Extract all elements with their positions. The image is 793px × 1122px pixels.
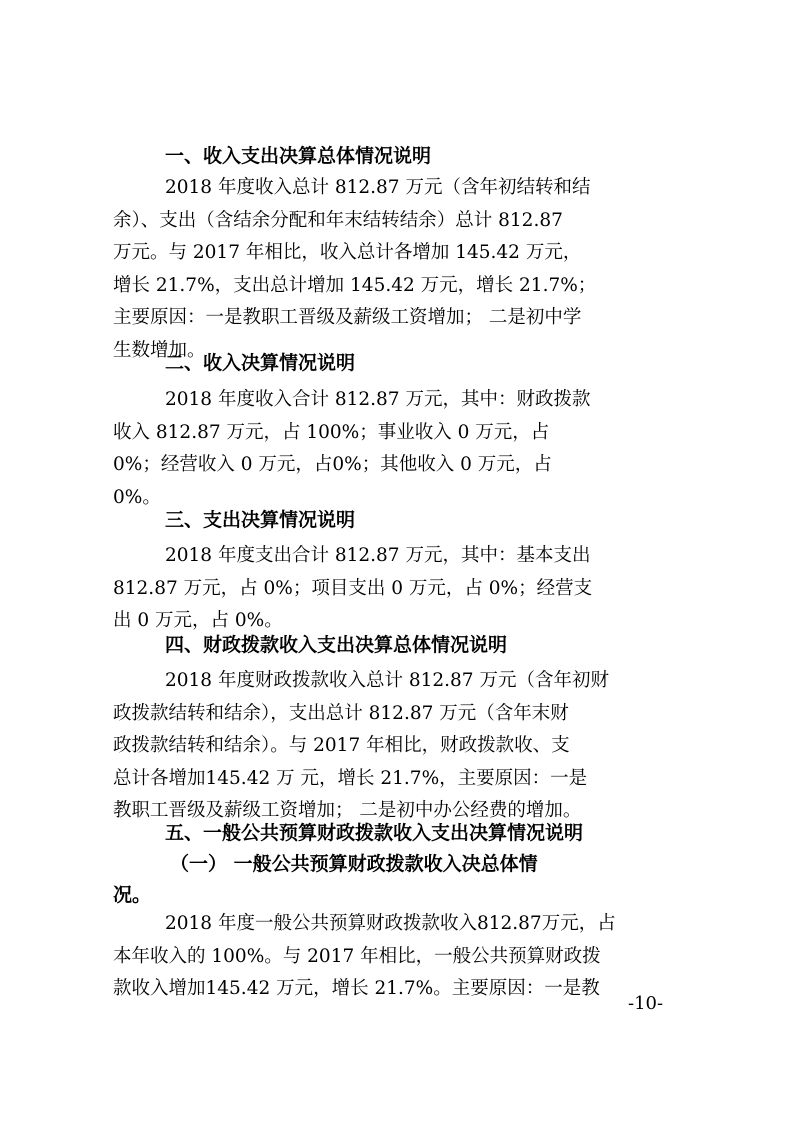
final-paragraph bbox=[113, 908, 693, 1006]
paragraph-line: 2018 年度收入总计 812.87 万元（含年初结转和结 bbox=[165, 177, 591, 198]
paragraph-line: 增长 21.7%，支出总计增加 145.42 万元，增长 21.7%； bbox=[113, 274, 597, 296]
paragraph-line: 0%。 bbox=[113, 486, 161, 508]
section-paragraph-3 bbox=[113, 540, 693, 638]
section-heading-2: 二、收入决算情况说明 bbox=[165, 352, 356, 374]
paragraph-line: 款收入增加145.42 万元，增长 21.7%。主要原因：一是教 bbox=[113, 978, 600, 999]
section-heading-3: 三、支出决算情况说明 bbox=[165, 509, 356, 531]
section-paragraph-1 bbox=[113, 172, 693, 367]
page-number: -10- bbox=[628, 993, 664, 1014]
paragraph-line: 政拨款结转和结余），支出总计 812.87 万元（含年末财 bbox=[113, 702, 569, 724]
paragraph-line: 出 0 万元，占 0%。 bbox=[113, 610, 283, 631]
paragraph-line: 政拨款结转和结余）。与 2017 年相比，财政拨款收、支 bbox=[113, 735, 570, 756]
paragraph-line: 余）、支出（含结余分配和年末结转结余）总计 812.87 bbox=[113, 209, 563, 231]
paragraph-line: 0%；经营收入 0 万元，占0%；其他收入 0 万元，占 bbox=[113, 454, 552, 475]
section-paragraph-2 bbox=[113, 384, 693, 514]
sub-heading-line-1: （一） 一般公共预算财政拨款收入决总体情 bbox=[170, 853, 538, 875]
section-paragraph-4 bbox=[113, 665, 693, 828]
paragraph-line: 2018 年度收入合计 812.87 万元，其中：财政拨款 bbox=[165, 389, 591, 410]
paragraph-line: 2018 年度财政拨款收入总计 812.87 万元（含年初财 bbox=[165, 670, 609, 691]
paragraph-line: 本年收入的 100%。与 2017 年相比，一般公共预算财政拨 bbox=[113, 945, 601, 967]
paragraph-line: 收入 812.87 万元，占 100%；事业收入 0 万元，占 bbox=[113, 421, 550, 443]
paragraph-line: 812.87 万元，占 0%；项目支出 0 万元，占 0%；经营支 bbox=[113, 577, 593, 599]
paragraph-line: 生数增加。 bbox=[113, 339, 206, 361]
paragraph-line: 2018 年度支出合计 812.87 万元，其中：基本支出 bbox=[165, 545, 591, 566]
section-heading-5: 五、一般公共预算财政拨款收入支出决算情况说明 bbox=[165, 822, 584, 844]
section-heading-4: 四、财政拨款收入支出决算总体情况说明 bbox=[165, 634, 508, 656]
section-heading-1: 一、收入支出决算总体情况说明 bbox=[165, 145, 432, 167]
paragraph-line: 2018 年度一般公共预算财政拨款收入812.87万元，占 bbox=[165, 913, 616, 934]
paragraph-line: 总计各增加145.42 万 元，增长 21.7%，主要原因：一是 bbox=[113, 767, 588, 789]
paragraph-line: 教职工晋级及薪级工资增加； 二是初中办公经费的增加。 bbox=[113, 800, 582, 821]
sub-heading-line-2: 况。 bbox=[113, 884, 152, 906]
paragraph-line: 主要原因：一是教职工晋级及薪级工资增加； 二是初中学 bbox=[113, 307, 582, 328]
paragraph-line: 万元。与 2017 年相比，收入总计各增加 145.42 万元， bbox=[113, 242, 582, 263]
